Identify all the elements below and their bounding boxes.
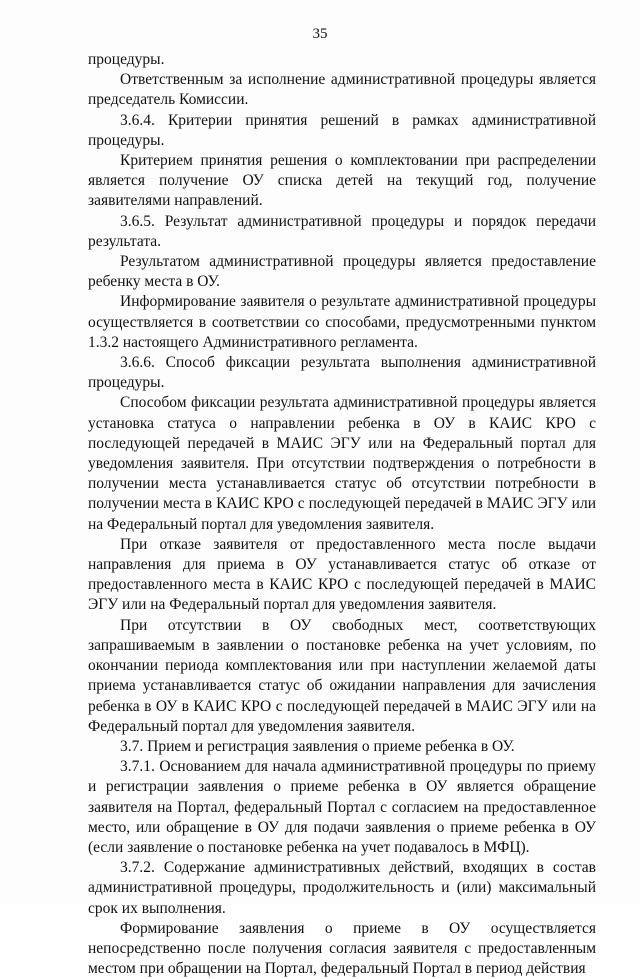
document-body bbox=[88, 50, 596, 979]
section-heading: 3.6.5. Результат административной процедуры и порядок передачи результата. bbox=[88, 212, 596, 250]
paragraph: 3.7.1. Основанием для начала административной процедуры по приему и регистрации заявления о приеме ребенка в ОУ является обращение заявителя на Портал, федеральный Портал с согласием на предоставленное место, или обращение в ОУ для подачи заявления о приеме ребенка в ОУ (если заявление о постановке ребенка на учет подавалось в МФЦ). bbox=[88, 758, 596, 856]
paragraph: При отказе заявителя от предоставленного места после выдачи направления для приема в ОУ устанавливается статус об отказе от предоставленного места в КАИС КРО с последующей передачей в МАИС ЭГУ или на Федеральный портал для уведомления заявителя. bbox=[88, 535, 596, 614]
paragraph: При отсутствии в ОУ свободных мест, соответствующих запрашиваемым в заявлении о постановке ребенка на учет условиям, по окончании периода комплектования или при наступлении желаемой даты приема устанавливается статус об ожидании направления для зачисления ребенка в ОУ в КАИС КРО с последующей передачей в МАИС ЭГУ или на Федеральный портал для уведомления заявителя. bbox=[88, 616, 596, 735]
paragraph: Критерием принятия решения о комплектовании при распределении является получение ОУ списка детей на текущий год, получение заявителями направлений. bbox=[88, 152, 596, 210]
page-number: 35 bbox=[312, 26, 328, 42]
section-heading: 3.7.2. Содержание административных действий, входящих в состав административной процедуры, продолжительность и (или) максимальный срок их выполнения. bbox=[88, 859, 596, 917]
paragraph: Ответственным за исполнение административной процедуры является председатель Комиссии. bbox=[88, 71, 596, 109]
paragraph: процедуры. bbox=[88, 51, 165, 68]
section-heading: 3.6.6. Способ фиксации результата выполнения административной процедуры. bbox=[88, 354, 596, 392]
paragraph: Способом фиксации результата административной процедуры является установка статуса о направлении ребенка в ОУ в КАИС КРО с последующей передачей в МАИС ЭГУ или на Федеральный портал для уведомления заявителя. При отсутствии подтверждения о потребности в получении места устанавливается статус об отсутствии потребности в получении места в КАИС КРО с последующей передачей в МАИС ЭГУ или на Федеральный портал для уведомления заявителя. bbox=[88, 394, 596, 533]
section-heading: 3.6.4. Критерии принятия решений в рамках административной процедуры. bbox=[88, 111, 596, 149]
paragraph: Информирование заявителя о результате административной процедуры осуществляется в соответствии со способами, предусмотренными пунктом 1.3.2 настоящего Административного регламента. bbox=[88, 293, 596, 351]
section-heading: 3.7. Прием и регистрация заявления о приеме ребенка в ОУ. bbox=[120, 737, 515, 755]
paragraph: Формирование заявления о приеме в ОУ осуществляется непосредственно после получения согласия заявителя с предоставленным местом при обращении на Портал, федеральный Портал в период действия bbox=[88, 919, 596, 978]
paragraph: Результатом административной процедуры является предоставление ребенку места в ОУ. bbox=[88, 253, 596, 291]
